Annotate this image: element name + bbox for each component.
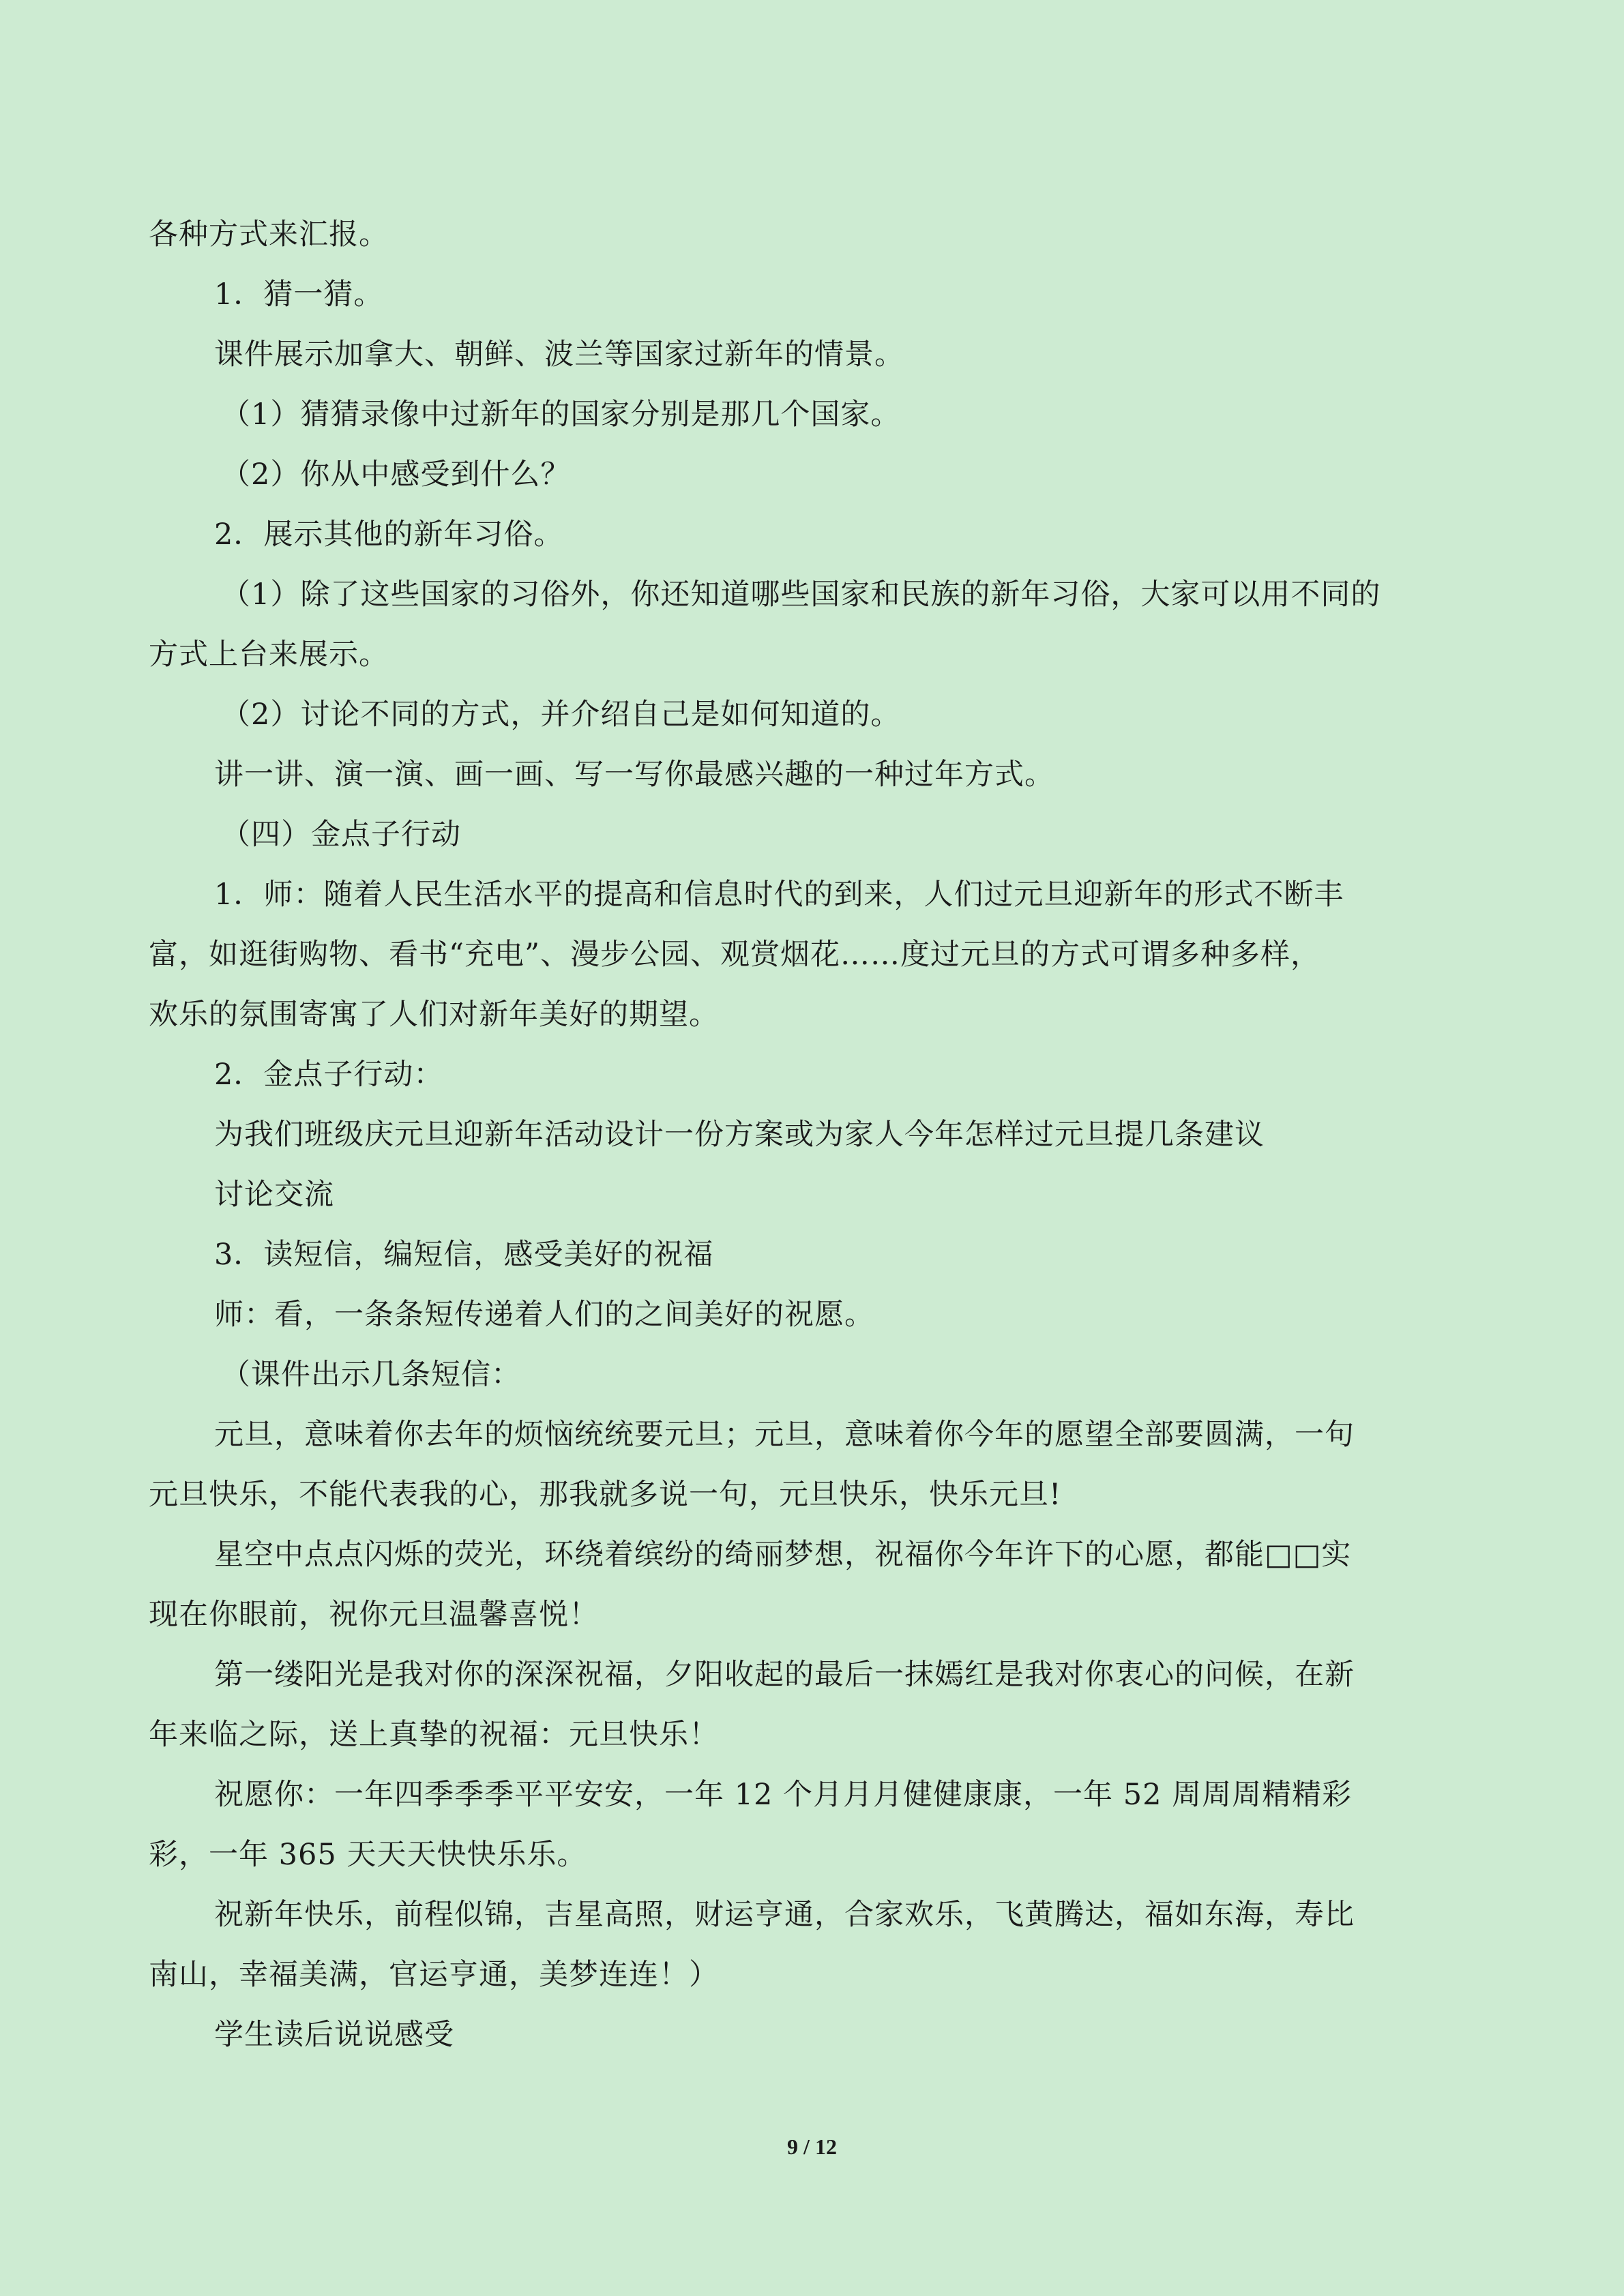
paragraph-line: 现在你眼前，祝你元旦温馨喜悦！ — [149, 1598, 599, 1632]
paragraph-line: 2．金点子行动： — [214, 1058, 444, 1092]
paragraph-line: 第一缕阳光是我对你的深深祝福，夕阳收起的最后一抹嫣红是我对你衷心的问候，在新 — [214, 1658, 1355, 1692]
paragraph-line: 方式上台来展示。 — [149, 638, 389, 672]
page-number: 9 / 12 — [787, 2134, 837, 2159]
paragraph-line: 彩，一年 365 天天天快快乐乐。 — [149, 1838, 587, 1872]
paragraph-line: （1）猜猜录像中过新年的国家分别是那几个国家。 — [221, 398, 901, 432]
paragraph-line: 1．猜一猜。 — [214, 278, 384, 312]
paragraph-line: 2．展示其他的新年习俗。 — [214, 518, 564, 552]
paragraph-line: 富，如逛街购物、看书“充电”、漫步公园、观赏烟花……度过元旦的方式可谓多种多样， — [149, 938, 1320, 972]
paragraph-line: 元旦快乐，不能代表我的心，那我就多说一句，元旦快乐，快乐元旦! — [149, 1478, 1062, 1512]
paragraph-line: 讲一讲、演一演、画一画、写一写你最感兴趣的一种过年方式。 — [214, 758, 1054, 792]
paragraph-line: 各种方式来汇报。 — [149, 218, 389, 252]
paragraph-line: 3．读短信，编短信，感受美好的祝福 — [214, 1238, 714, 1272]
paragraph-line: 学生读后说说感受 — [214, 2018, 454, 2052]
paragraph-line: 为我们班级庆元旦迎新年活动设计一份方案或为家人今年怎样过元旦提几条建议 — [214, 1118, 1265, 1152]
paragraph-line: 课件展示加拿大、朝鲜、波兰等国家过新年的情景。 — [214, 338, 904, 372]
section-heading: （四）金点子行动 — [221, 818, 461, 852]
paragraph-line: （课件出示几条短信： — [221, 1358, 521, 1392]
paragraph-line: 南山，幸福美满，官运亨通，美梦连连！） — [149, 1958, 719, 1992]
paragraph-line: （2）你从中感受到什么？ — [221, 458, 571, 492]
paragraph-line: （2）讨论不同的方式，并介绍自己是如何知道的。 — [221, 698, 901, 732]
paragraph-line: 年来临之际，送上真挚的祝福：元旦快乐！ — [149, 1718, 719, 1752]
paragraph-line: 师：看，一条条短传递着人们的之间美好的祝愿。 — [214, 1298, 874, 1332]
paragraph-line: （1）除了这些国家的习俗外，你还知道哪些国家和民族的新年习俗，大家可以用不同的 — [221, 578, 1381, 612]
paragraph-line: 1．师：随着人民生活水平的提高和信息时代的到来，人们过元旦迎新年的形式不断丰 — [214, 878, 1344, 912]
paragraph-line: 星空中点点闪烁的荧光，环绕着缤纷的绮丽梦想，祝福你今年许下的心愿，都能□□实 — [214, 1538, 1352, 1572]
paragraph-line: 讨论交流 — [214, 1178, 334, 1212]
paragraph-line: 欢乐的氛围寄寓了人们对新年美好的期望。 — [149, 998, 719, 1032]
paragraph-line: 祝新年快乐，前程似锦，吉星高照，财运亨通，合家欢乐，飞黄腾达，福如东海，寿比 — [214, 1898, 1355, 1932]
paragraph-line: 祝愿你：一年四季季季平平安安，一年 12 个月月月健健康康，一年 52 周周周精精彩 — [214, 1778, 1353, 1812]
paragraph-line: 元旦，意味着你去年的烦恼统统要元旦；元旦，意味着你今年的愿望全部要圆满，一句 — [214, 1418, 1355, 1452]
document-body — [149, 205, 1479, 2065]
